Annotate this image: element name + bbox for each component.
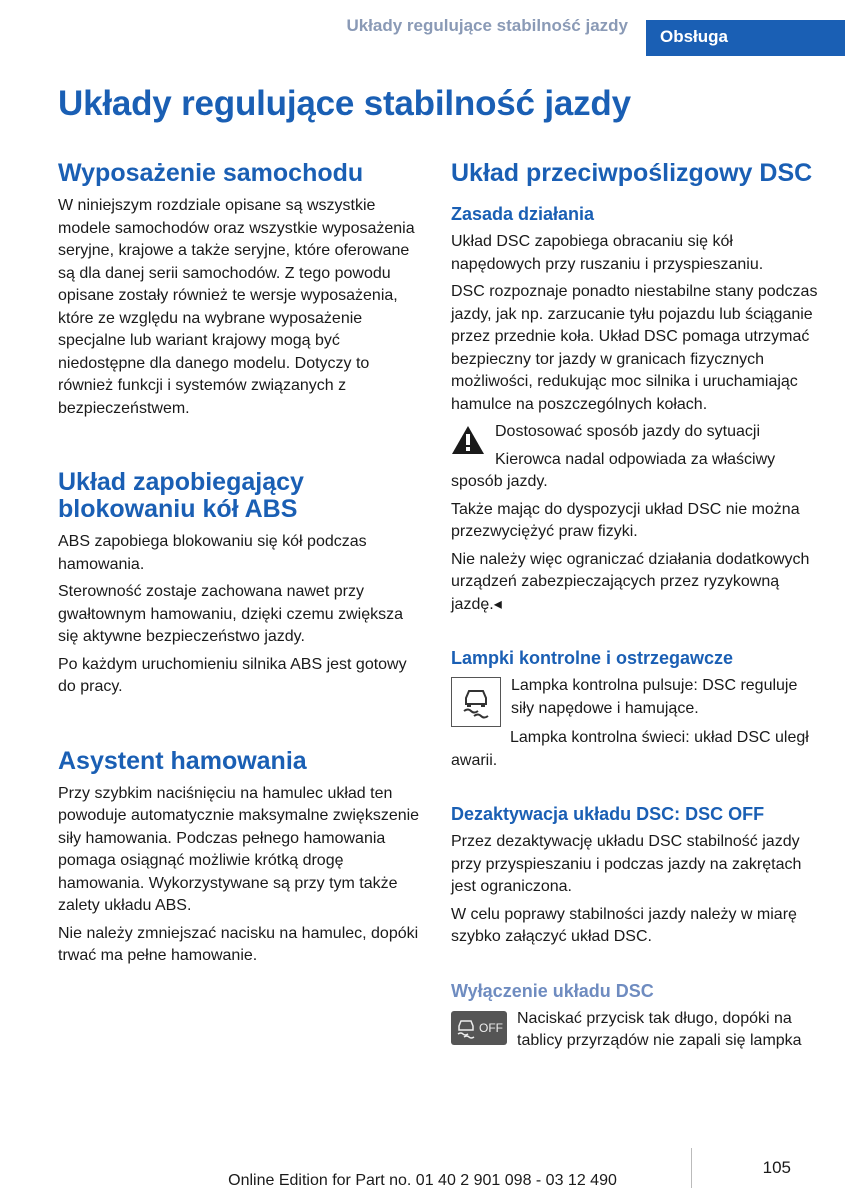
- heading-vehicle-equipment: Wyposażenie samochodu: [58, 159, 364, 187]
- warning-block: [451, 421, 821, 499]
- dsc-off-block: [451, 1008, 821, 1058]
- off-label: OFF: [479, 1020, 503, 1035]
- paragraph: Sterowność zostaje zachowana nawet przy gwałtownym hamowaniu, dzięki czemu zwiększa się aktywne bezpieczeństwo jazdy.: [58, 583, 404, 645]
- right-column: [451, 160, 821, 1058]
- paragraph: ABS zapobiega blokowaniu się kół podczas hamowania.: [58, 533, 367, 573]
- left-column: [58, 160, 424, 973]
- subheading-principle: Zasada działania: [451, 204, 595, 224]
- subheading-deactivation: Dezaktywacja układu DSC: DSC OFF: [451, 804, 765, 824]
- page-number: 105: [762, 1158, 791, 1177]
- paragraph: Przez dezaktywację układu DSC stabilność jazdy przy przyspieszaniu i podczas jazdy na zakrętach jest ograniczona.: [451, 833, 802, 895]
- paragraph: W celu poprawy stabilności jazdy należy w miarę szybko załączyć układ DSC.: [451, 905, 797, 945]
- subheading-indicator-lamps: Lampki kontrolne i ostrzegawcze: [451, 648, 734, 668]
- subheading-switch-off: Wyłączenie układu DSC: [451, 980, 654, 1001]
- paragraph: Lampka kontrolna pulsuje: DSC reguluje siły napędowe i hamujące.: [511, 677, 798, 717]
- page-title: Układy regulujące stabilność jazdy: [58, 84, 631, 123]
- dsc-off-button-icon: [451, 1011, 507, 1045]
- warning-title: Dostosować sposób jazdy do sytuacji: [495, 423, 761, 440]
- paragraph: W niniejszym rozdziale opisane są wszystkie modele samochodów oraz wszystkie wyposażenia seryjne, krajowe a także seryjne, które oferowane są dla danej serii samochodów. Z tego powodu opisane zostały również te wersje wyposażenia, które ze względu na wybrane wyposażenie specjalne lub wariant krajowy mogą być niedostępne dla danego modelu. Dotyczy to również funkcji i systemów związanych z bezpieczeństwem.: [58, 197, 415, 417]
- paragraph: Układ DSC zapobiega obracaniu się kół napędowych przy ruszaniu i przyspieszaniu.: [451, 233, 764, 273]
- warning-triangle-icon: [451, 424, 485, 456]
- heading-brake-assist: Asystent hamowania: [58, 746, 307, 775]
- paragraph: Przy szybkim naciśnięciu na hamulec układ ten powoduje automatycznie maksymalne zwiększenie siły hamowania. Podczas pełnego hamowania pomaga osiągnąć możliwie krótką drogę hamowania. Wykorzystywane są przy tym także zalety układu ABS.: [58, 784, 420, 914]
- paragraph: Nie należy więc ograniczać działania dodatkowych urządzeń zabezpieczających przez ryzykowną jazdę.◂: [451, 550, 810, 613]
- paragraph: Także mając do dyspozycji układ DSC nie można przezwyciężyć praw fizyki.: [451, 500, 800, 540]
- heading-dsc: Układ przeciwpoślizgowy DSC: [451, 159, 813, 187]
- paragraph: Po każdym uruchomieniu silnika ABS jest gotowy do pracy.: [58, 655, 407, 695]
- paragraph: DSC rozpoznaje ponadto niestabilne stany podczas jazdy, jak np. zarzucanie tyłu pojazdu lub ściąganie przez przednie koła. Układ DSC pomaga utrzymać bezpieczny tor jazdy w granicach fizycznych możliwości, redukując moc silnika i uruchamiając hamulce na poszczególnych kołach.: [451, 283, 818, 413]
- footer-edition: Online Edition for Part no. 01 40 2 901 098 - 03 12 490: [228, 1172, 617, 1189]
- paragraph: Naciskać przycisk tak długo, dopóki na tablicy przyrządów nie zapali się lampka: [517, 1009, 802, 1049]
- paragraph: Lampka kontrolna świeci: układ DSC uległ awarii.: [451, 729, 809, 769]
- header-divider: [646, 54, 845, 56]
- paragraph: Nie należy zmniejszać nacisku na hamulec, dopóki trwać ma pełne hamowanie.: [58, 924, 419, 964]
- running-header-section: Układy regulujące stabilność jazdy: [346, 16, 628, 35]
- paragraph: Kierowca nadal odpowiada za właściwy sposób jazdy.: [451, 450, 776, 490]
- chapter-tab: Obsługa: [646, 20, 845, 54]
- indicator-block: [451, 675, 821, 727]
- heading-abs: Układ zapobiegający blokowaniu kół ABS: [58, 468, 304, 523]
- dsc-indicator-icon: [451, 677, 501, 727]
